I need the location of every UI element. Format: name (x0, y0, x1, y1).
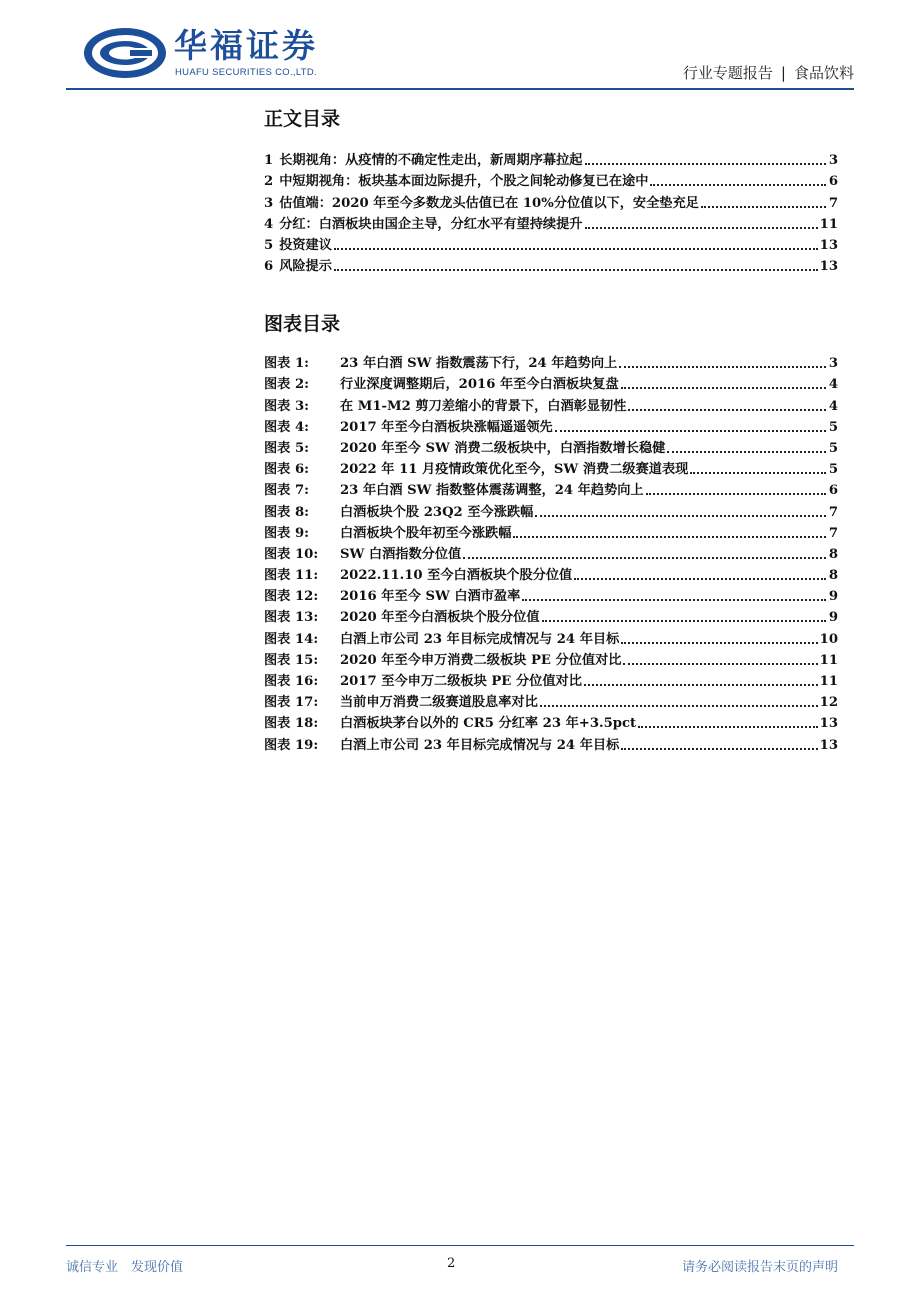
toc-figure-number: 图表 5: (264, 440, 310, 456)
toc-figure-number: 图表 15: (264, 652, 319, 668)
toc-figure-entry[interactable] (264, 625, 838, 646)
toc-figure-number: 图表 6: (264, 462, 310, 478)
toc-figure-entry[interactable] (264, 520, 838, 541)
toc-figure-number: 图表 16: (264, 674, 319, 689)
report-category (683, 62, 854, 83)
toc-figure-entry[interactable] (264, 456, 838, 477)
toc-dot-leader (701, 206, 826, 208)
toc-figure-number: 图表 12: (264, 589, 319, 605)
toc-figure-entry[interactable] (264, 562, 838, 583)
toc-entry-label: 2020 年至今白酒板块个股分位值 (340, 610, 540, 626)
toc-figure-entry[interactable] (264, 647, 838, 668)
toc-figure-number: 图表 3: (264, 398, 310, 414)
toc-figures-list (264, 350, 838, 753)
toc-dot-leader (522, 599, 826, 601)
toc-figure-number: 图表 1: (264, 356, 310, 372)
toc-dot-leader (463, 557, 826, 559)
toc-figure-number: 图表 13: (264, 610, 319, 626)
toc-page-number: 5 (828, 419, 838, 435)
toc-dot-leader (628, 409, 826, 411)
toc-entry-label: SW 白酒指数分位值 (340, 546, 462, 562)
company-logo (82, 26, 342, 82)
toc-figure-number: 图表 8: (264, 504, 310, 520)
toc-figure-number: 图表 4: (264, 419, 310, 435)
toc-page-number: 8 (828, 546, 838, 562)
toc-dot-leader (555, 430, 826, 432)
toc-dot-leader (513, 536, 826, 538)
company-name-cn: 华福证券 (174, 26, 318, 65)
toc-figure-entry[interactable] (264, 435, 838, 456)
toc-page-number: 7 (828, 525, 838, 541)
toc-entry-label: 估值端：2020 年至今多数龙头估值已在 10%分位值以下，安全垫充足 (279, 195, 699, 211)
header-divider (66, 88, 854, 90)
toc-entry-label: 风险提示 (279, 259, 332, 275)
toc-figure-entry[interactable] (264, 689, 838, 710)
toc-entry-label: 白酒板块个股 23Q2 至今涨跌幅 (340, 504, 534, 520)
toc-page-number: 4 (828, 377, 838, 393)
toc-page-number: 7 (828, 195, 838, 211)
toc-figure-number: 图表 14: (264, 631, 319, 647)
toc-figure-number: 图表 18: (264, 716, 319, 732)
toc-entry-label: 在 M1-M2 剪刀差缩小的背景下，白酒彰显韧性 (340, 398, 627, 414)
toc-entry-label: 中短期视角：板块基本面边际提升，个股之间轮动修复已在途中 (279, 174, 649, 190)
toc-figure-number: 图表 19: (264, 737, 319, 753)
toc-entry[interactable] (264, 168, 838, 189)
page-header (0, 0, 920, 92)
toc-dot-leader (584, 684, 818, 686)
toc-figure-number: 图表 10: (264, 546, 319, 562)
toc-dot-leader (334, 248, 818, 250)
header-separator: | (780, 64, 786, 82)
toc-figure-number: 图表 11: (264, 568, 319, 584)
toc-entry-label: 2022 年 11 月疫情政策优化至今，SW 消费二级赛道表现 (340, 462, 689, 478)
toc-entry-label: 白酒上市公司 23 年目标完成情况与 24 年目标 (340, 631, 620, 647)
toc-page-number: 5 (828, 462, 838, 478)
toc-dot-leader (667, 451, 826, 453)
sector-label: 食品饮料 (793, 64, 854, 82)
toc-dot-leader (334, 269, 818, 271)
toc-page-number: 6 (828, 174, 838, 190)
toc-figure-number: 图表 2: (264, 377, 310, 393)
toc-entry-label: 2020 年至今申万消费二级板块 PE 分位值对比 (340, 652, 622, 668)
toc-entry-label: 2017 至今申万二级板块 PE 分位值对比 (340, 674, 582, 689)
toc-entry-label: 2016 年至今 SW 白酒市盈率 (340, 589, 521, 605)
footer-slogan: 诚信专业 发现价值 (66, 1260, 184, 1275)
toc-main-list (264, 147, 838, 274)
toc-figure-entry[interactable] (264, 477, 838, 498)
toc-figure-entry[interactable] (264, 392, 838, 413)
toc-page-number: 13 (819, 737, 838, 753)
toc-dot-leader (638, 726, 818, 728)
toc-figures-title: 图表目录 (264, 313, 341, 335)
toc-page-number: 3 (828, 356, 838, 372)
toc-dot-leader (535, 515, 826, 517)
toc-dot-leader (585, 227, 818, 229)
toc-entry[interactable] (264, 253, 838, 274)
toc-entry-label: 白酒上市公司 23 年目标完成情况与 24 年目标 (340, 737, 620, 753)
toc-figure-entry[interactable] (264, 350, 838, 371)
toc-dot-leader (621, 387, 826, 389)
toc-figure-entry[interactable] (264, 541, 838, 562)
toc-figure-number: 图表 9: (264, 525, 310, 541)
toc-dot-leader (623, 663, 817, 665)
toc-page-number: 13 (819, 259, 838, 275)
toc-figure-entry[interactable] (264, 731, 838, 752)
toc-page-number: 11 (819, 652, 838, 668)
toc-page-number: 11 (819, 216, 838, 232)
toc-page-number: 6 (828, 483, 838, 499)
huafu-logo-icon (82, 26, 168, 80)
toc-dot-leader (542, 620, 826, 622)
toc-dot-leader (621, 748, 817, 750)
toc-page-number: 12 (819, 695, 838, 711)
toc-entry-label: 投资建议 (279, 237, 332, 253)
toc-main-title: 正文目录 (264, 108, 341, 130)
toc-dot-leader (690, 472, 826, 474)
toc-figure-number: 图表 7: (264, 483, 310, 499)
toc-page-number: 13 (819, 716, 838, 732)
toc-page-number: 9 (828, 589, 838, 605)
toc-page-number: 10 (819, 631, 838, 647)
toc-page-number: 11 (819, 674, 838, 689)
toc-figure-entry[interactable] (264, 583, 838, 604)
toc-section-number: 1 (264, 153, 274, 169)
toc-entry[interactable] (264, 211, 838, 232)
toc-figure-entry[interactable] (264, 414, 838, 435)
toc-page-number: 4 (828, 398, 838, 414)
toc-dot-leader (646, 493, 826, 495)
toc-dot-leader (585, 163, 827, 165)
toc-dot-leader (619, 366, 826, 368)
report-type-label: 行业专题报告 (682, 64, 773, 82)
toc-figure-entry[interactable] (264, 498, 838, 519)
footer-divider (66, 1245, 854, 1246)
toc-page-number: 9 (828, 610, 838, 626)
page-number: 2 (447, 1256, 456, 1271)
toc-entry[interactable] (264, 147, 838, 168)
toc-section-number: 2 (264, 174, 274, 190)
toc-figure-entry[interactable] (264, 371, 838, 392)
toc-dot-leader (650, 184, 826, 186)
toc-entry-label: 行业深度调整期后，2016 年至今白酒板块复盘 (340, 377, 619, 393)
toc-entry[interactable] (264, 232, 838, 253)
toc-dot-leader (574, 578, 826, 580)
toc-figure-entry[interactable] (264, 668, 838, 689)
toc-page-number: 13 (819, 237, 838, 253)
toc-figure-entry[interactable] (264, 710, 838, 731)
toc-page-number: 8 (828, 568, 838, 584)
toc-section-number: 3 (264, 195, 274, 211)
toc-entry-label: 2017 年至今白酒板块涨幅遥遥领先 (340, 419, 553, 435)
toc-figure-number: 图表 17: (264, 695, 319, 711)
toc-entry-label: 23 年白酒 SW 指数震荡下行，24 年趋势向上 (340, 356, 618, 372)
toc-entry[interactable] (264, 189, 838, 210)
toc-entry-label: 分红：白酒板块由国企主导，分红水平有望持续提升 (279, 216, 583, 232)
toc-figure-entry[interactable] (264, 604, 838, 625)
toc-page-number: 3 (828, 153, 838, 169)
toc-entry-label: 23 年白酒 SW 指数整体震荡调整，24 年趋势向上 (340, 483, 644, 499)
toc-entry-label: 当前申万消费二级赛道股息率对比 (340, 695, 538, 711)
toc-section-number: 6 (264, 259, 274, 275)
company-name-en: HUAFU SECURITIES CO.,LTD. (175, 67, 317, 78)
toc-page-number: 7 (828, 504, 838, 520)
footer-disclaimer-note: 请务必阅读报告末页的声明 (681, 1260, 838, 1275)
toc-entry-label: 2022.11.10 至今白酒板块个股分位值 (340, 568, 573, 584)
toc-dot-leader (540, 705, 818, 707)
toc-dot-leader (621, 642, 817, 644)
toc-entry-label: 白酒板块个股年初至今涨跌幅 (340, 525, 512, 541)
toc-section-number: 4 (264, 216, 274, 232)
toc-entry-label: 2020 年至今 SW 消费二级板块中，白酒指数增长稳健 (340, 440, 666, 456)
toc-entry-label: 白酒板块茅台以外的 CR5 分红率 23 年+3.5pct (340, 716, 637, 732)
toc-entry-label: 长期视角：从疫情的不确定性走出，新周期序幕拉起 (279, 153, 583, 169)
toc-section-number: 5 (264, 237, 274, 253)
toc-page-number: 5 (828, 440, 838, 456)
